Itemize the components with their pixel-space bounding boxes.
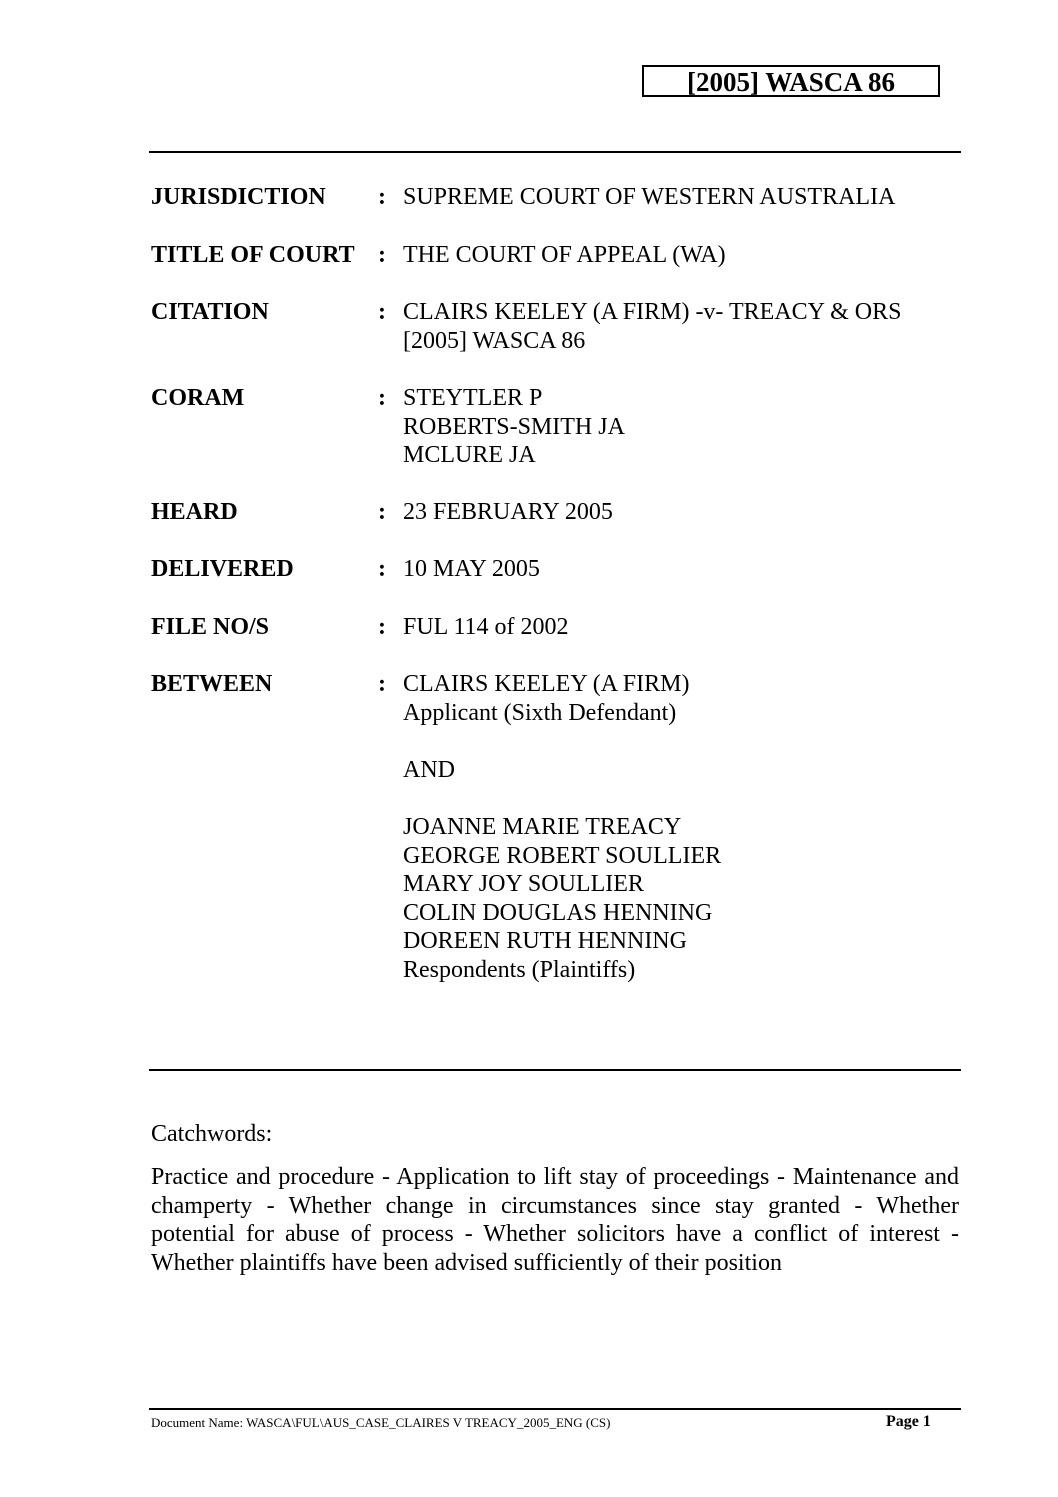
field-value [403, 613, 569, 642]
parties-list [403, 670, 721, 985]
field-label: CORAM [151, 385, 245, 411]
value-line: 23 FEBRUARY 2005 [403, 499, 613, 525]
field-label: JURISDICTION [151, 184, 326, 210]
applicant-name: CLAIRS KEELEY (A FIRM) [403, 671, 690, 697]
value-line: STEYTLER P [403, 385, 543, 411]
value-line: 10 MAY 2005 [403, 556, 540, 582]
value-line: ROBERTS-SMITH JA [403, 413, 625, 440]
field-colon: : [378, 242, 386, 268]
respondent-name: JOANNE MARIE TREACY [403, 813, 682, 840]
field-colon: : [378, 671, 386, 697]
value-line: CLAIRS KEELEY (A FIRM) -v- TREACY & ORS [403, 299, 902, 325]
citation-box: [2005] WASCA 86 [642, 65, 940, 97]
field-label: TITLE OF COURT [151, 242, 355, 268]
field-colon: : [378, 556, 386, 582]
top-divider [149, 151, 961, 153]
footer-page-number: Page 1 [886, 1413, 931, 1430]
footer-divider [149, 1408, 961, 1410]
field-colon: : [378, 299, 386, 325]
field-label: FILE NO/S [151, 614, 270, 640]
value-line: [2005] WASCA 86 [403, 327, 586, 354]
field-colon: : [378, 184, 386, 210]
catchwords-text: Practice and procedure - Application to lift stay of proceedings - Maintenance and champerty - Whether change in circumstances since stay granted - Whether potential for abuse of process - Whether solicitors have a conflict of interest - Whether plaintiffs have been advised sufficiently of their position [151, 1164, 959, 1276]
field-value [403, 555, 540, 584]
mid-divider [149, 1069, 961, 1071]
field-colon: : [378, 385, 386, 411]
spacer [403, 727, 721, 756]
field-label: CITATION [151, 299, 269, 325]
field-label: BETWEEN [151, 671, 273, 697]
field-label: DELIVERED [151, 556, 294, 582]
respondent-name: GEORGE ROBERT SOULLIER [403, 842, 722, 869]
field-value [403, 298, 901, 355]
field-value [403, 384, 625, 470]
field-value [403, 241, 726, 270]
catchwords-heading: Catchwords: [151, 1121, 273, 1147]
value-line: SUPREME COURT OF WESTERN AUSTRALIA [403, 184, 896, 210]
respondent-name: DOREEN RUTH HENNING [403, 928, 687, 955]
applicant-role: Applicant (Sixth Defendant) [403, 699, 677, 726]
spacer [403, 784, 721, 813]
footer-document-name: Document Name: WASCA\FUL\AUS_CASE_CLAIRES V TREACY_2005_ENG (CS) [151, 1415, 611, 1430]
respondent-name: COLIN DOUGLAS HENNING [403, 899, 713, 926]
field-value [403, 183, 895, 212]
respondent-role: Respondents (Plaintiffs) [403, 956, 636, 983]
field-colon: : [378, 614, 386, 640]
field-value [403, 498, 613, 527]
field-colon: : [378, 499, 386, 525]
field-label: HEARD [151, 499, 238, 525]
respondent-name: MARY JOY SOULLIER [403, 871, 644, 898]
value-line: THE COURT OF APPEAL (WA) [403, 242, 726, 268]
and-separator: AND [403, 756, 455, 783]
value-line: MCLURE JA [403, 442, 536, 469]
value-line: FUL 114 of 2002 [403, 614, 569, 640]
